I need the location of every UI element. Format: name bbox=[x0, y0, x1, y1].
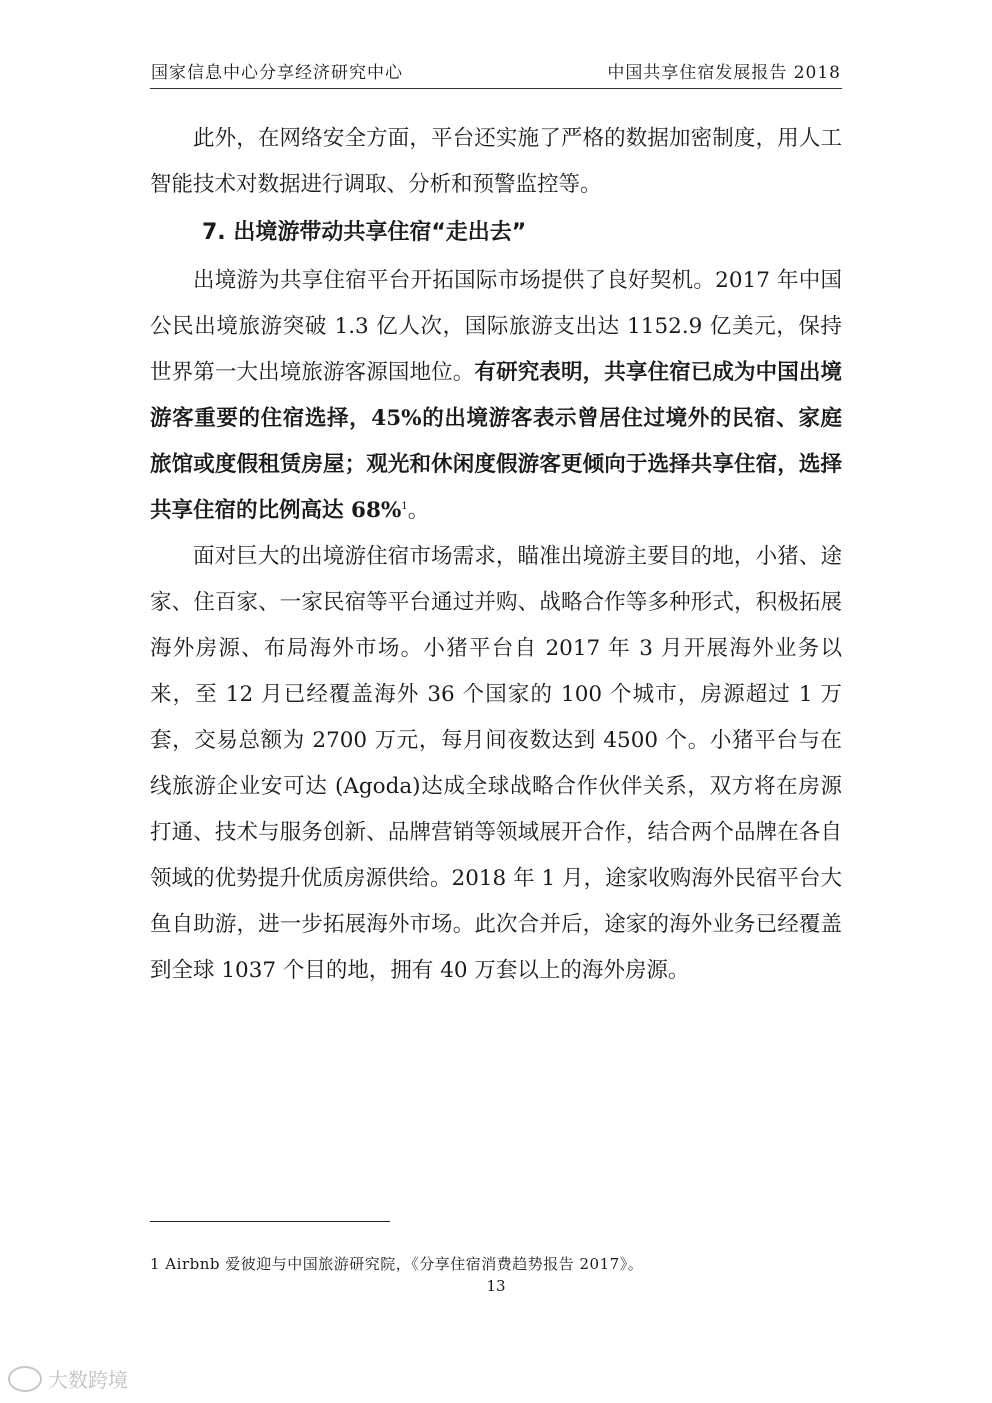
paragraph-outbound-tourism bbox=[150, 258, 842, 534]
highlighted-research-finding: 有研究表明，共享住宿已成为中国出境游客重要的住宿选择，45%的出境游客表示曾居住过境外的民宿、家庭旅馆或度假租赁房屋；观光和休闲度假游客更倾向于选择共享住宿，选择共享住宿的比例高达 68% bbox=[150, 360, 842, 523]
watermark bbox=[8, 1364, 128, 1393]
paragraph-network-security: 此外，在网络安全方面，平台还实施了严格的数据加密制度，用人工智能技术对数据进行调取、分析和预警监控等。 bbox=[150, 126, 842, 197]
watermark-text: 大数跨境 bbox=[48, 1368, 128, 1392]
page-number: 13 bbox=[486, 1277, 506, 1295]
footnote: 1 Airbnb 爱彼迎与中国旅游研究院，《分享住宿消费趋势报告 2017》。 bbox=[150, 1255, 644, 1273]
paragraph-outbound-tourism-text: 出境游为共享住宿平台开拓国际市场提供了良好契机。2017 年中国公民出境旅游突破 1.3 亿人次，国际旅游支出达 1152.9 亿美元，保持世界第一大出境旅游客源国地位。 bbox=[150, 268, 842, 385]
page-body bbox=[150, 116, 842, 994]
weibo-logo-icon bbox=[8, 1366, 42, 1392]
header-report-title: 中国共享住宿发展报告 2018 bbox=[607, 63, 841, 83]
header-organization: 国家信息中心分享经济研究中心 bbox=[151, 63, 403, 83]
header-divider bbox=[150, 88, 842, 89]
running-header bbox=[151, 58, 841, 83]
footnote-divider bbox=[150, 1221, 390, 1222]
footnote-reference[interactable]: 1 bbox=[401, 500, 408, 512]
paragraph-end-punctuation: 。 bbox=[407, 498, 430, 523]
paragraph-platform-expansion: 面对巨大的出境游住宿市场需求，瞄准出境游主要目的地，小猪、途家、住百家、一家民宿等平台通过并购、战略合作等多种形式，积极拓展海外房源、布局海外市场。小猪平台自 2017 年 3 月开展海外业务以来，至 12 月已经覆盖海外 36 个国家的 100 个城市，房源超过 1 万套，交易总额为 2700 万元，每月间夜数达到 4500 个。小猪平台与在线旅游企业安可达 (Agoda)达成全球战略合作伙伴关系，双方将在房源打通、技术与服务创新、品牌营销等领域展开合作，结合两个品牌在各自领域的优势提升优质房源供给。2018 年 1 月，途家收购海外民宿平台大鱼自助游，进一步拓展海外市场。此次合并后，途家的海外业务已经覆盖到全球 1037 个目的地，拥有 40 万套以上的海外房源。 bbox=[150, 544, 842, 983]
section-heading: 7. 出境游带动共享住宿“走出去” bbox=[202, 220, 527, 245]
